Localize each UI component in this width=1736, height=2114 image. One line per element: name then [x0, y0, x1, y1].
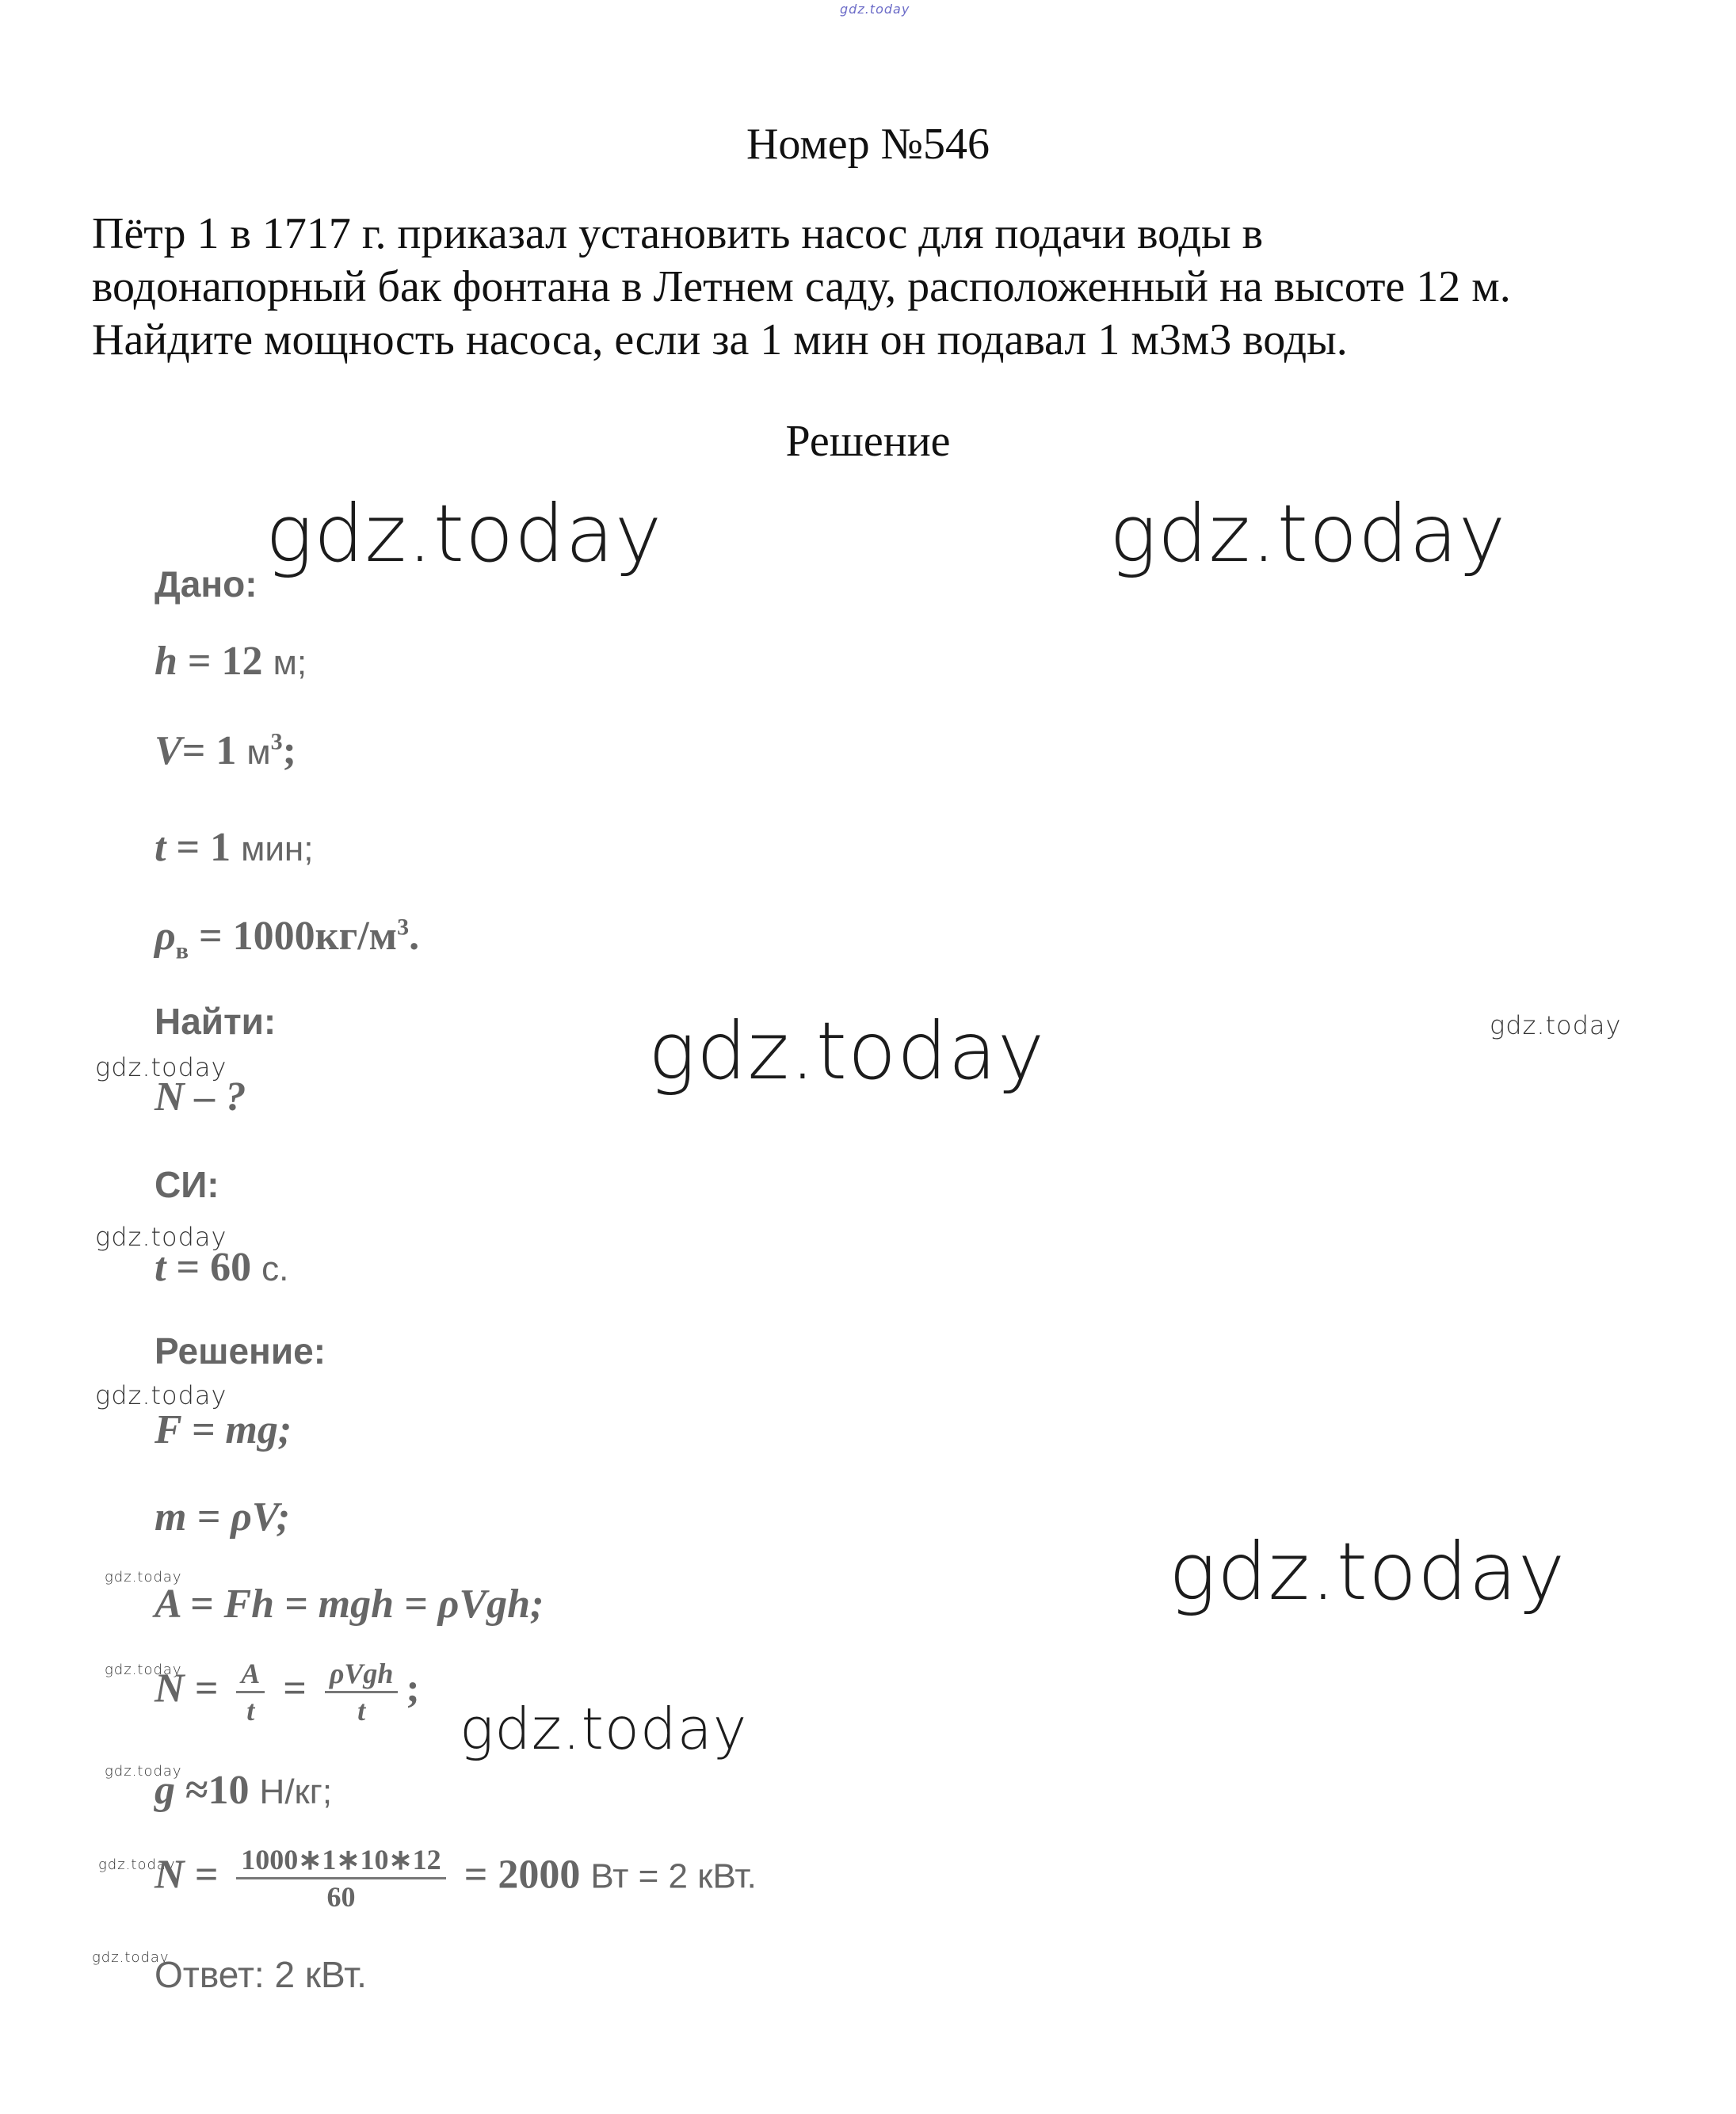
- solution-heading: Решение: [785, 417, 951, 466]
- fraction-a-over-t: $\frac{A}{t}$: [236, 1656, 265, 1728]
- find-label: Найти:: [155, 1001, 277, 1042]
- problem-line-1: Пётр 1 в 1717 г. приказал установить насос для подачи воды в: [92, 209, 1264, 258]
- problem-statement: [92, 208, 1677, 367]
- watermark-top: gdz.today: [840, 2, 910, 17]
- solution-line-6: N = $\frac{1000∗1∗10∗12}{60}$ = 2000 Вт = 2 кВт.: [155, 1844, 757, 1913]
- solution-line-2: m = ρV;: [155, 1494, 291, 1540]
- answer: Ответ: 2 кВт.: [155, 1954, 367, 1995]
- solution-line-3: A = Fh = mgh = ρVgh;: [155, 1582, 544, 1627]
- given-label: Дано:: [155, 563, 258, 605]
- si-t: t = 60 с.: [155, 1245, 289, 1290]
- given-v: V= 1 $м^3$;: [155, 728, 296, 773]
- fraction-rhovgh-over-t: $\frac{\text{ρVgh}}{t}$: [325, 1656, 399, 1728]
- watermark-tiny-4: gdz.today: [98, 1856, 176, 1873]
- watermark-large-1: gdz.today: [265, 487, 663, 580]
- watermark-tiny-1: gdz.today: [105, 1569, 182, 1586]
- given-t: t = 1 мин;: [155, 825, 314, 870]
- watermark-medium: gdz.today: [460, 1696, 748, 1762]
- watermark-small-4: gdz.today: [95, 1380, 227, 1410]
- si-label: СИ:: [155, 1164, 219, 1205]
- given-rho: $\rho_в = 1000кг/м^3$.: [155, 914, 420, 964]
- solution-line-5: g ≈10 Н/кг;: [155, 1768, 333, 1813]
- problem-line-2: водонапорный бак фонтана в Летнем саду, расположенный на высоте 12 м.: [92, 262, 1511, 311]
- given-h: h = 12 м;: [155, 639, 307, 684]
- watermark-small-3: gdz.today: [95, 1222, 227, 1252]
- solution-line-1: F = mg;: [155, 1407, 292, 1452]
- problem-line-3: Найдите мощность насоса, если за 1 мин он подавал 1 м3м3 воды.: [92, 315, 1348, 364]
- watermark-tiny-5: gdz.today: [92, 1949, 170, 1966]
- watermark-large-2: gdz.today: [1109, 487, 1507, 580]
- fraction-numeric: $\frac{1000∗1∗10∗12}{60}$: [236, 1842, 446, 1914]
- watermark-small-1: gdz.today: [1490, 1010, 1622, 1040]
- solution-line-4: N = $\frac{A}{t}$ = $\frac{\text{ρVgh}}{t}$ ;: [155, 1658, 420, 1727]
- page-title: Номер №546: [746, 120, 990, 169]
- solution-label: Решение:: [155, 1330, 326, 1372]
- watermark-tiny-3: gdz.today: [105, 1763, 182, 1780]
- find-expr: N – ?: [155, 1074, 246, 1120]
- watermark-tiny-2: gdz.today: [105, 1662, 182, 1678]
- watermark-large-4: gdz.today: [1169, 1525, 1566, 1618]
- watermark-small-2: gdz.today: [95, 1052, 227, 1082]
- watermark-large-3: gdz.today: [648, 1005, 1046, 1097]
